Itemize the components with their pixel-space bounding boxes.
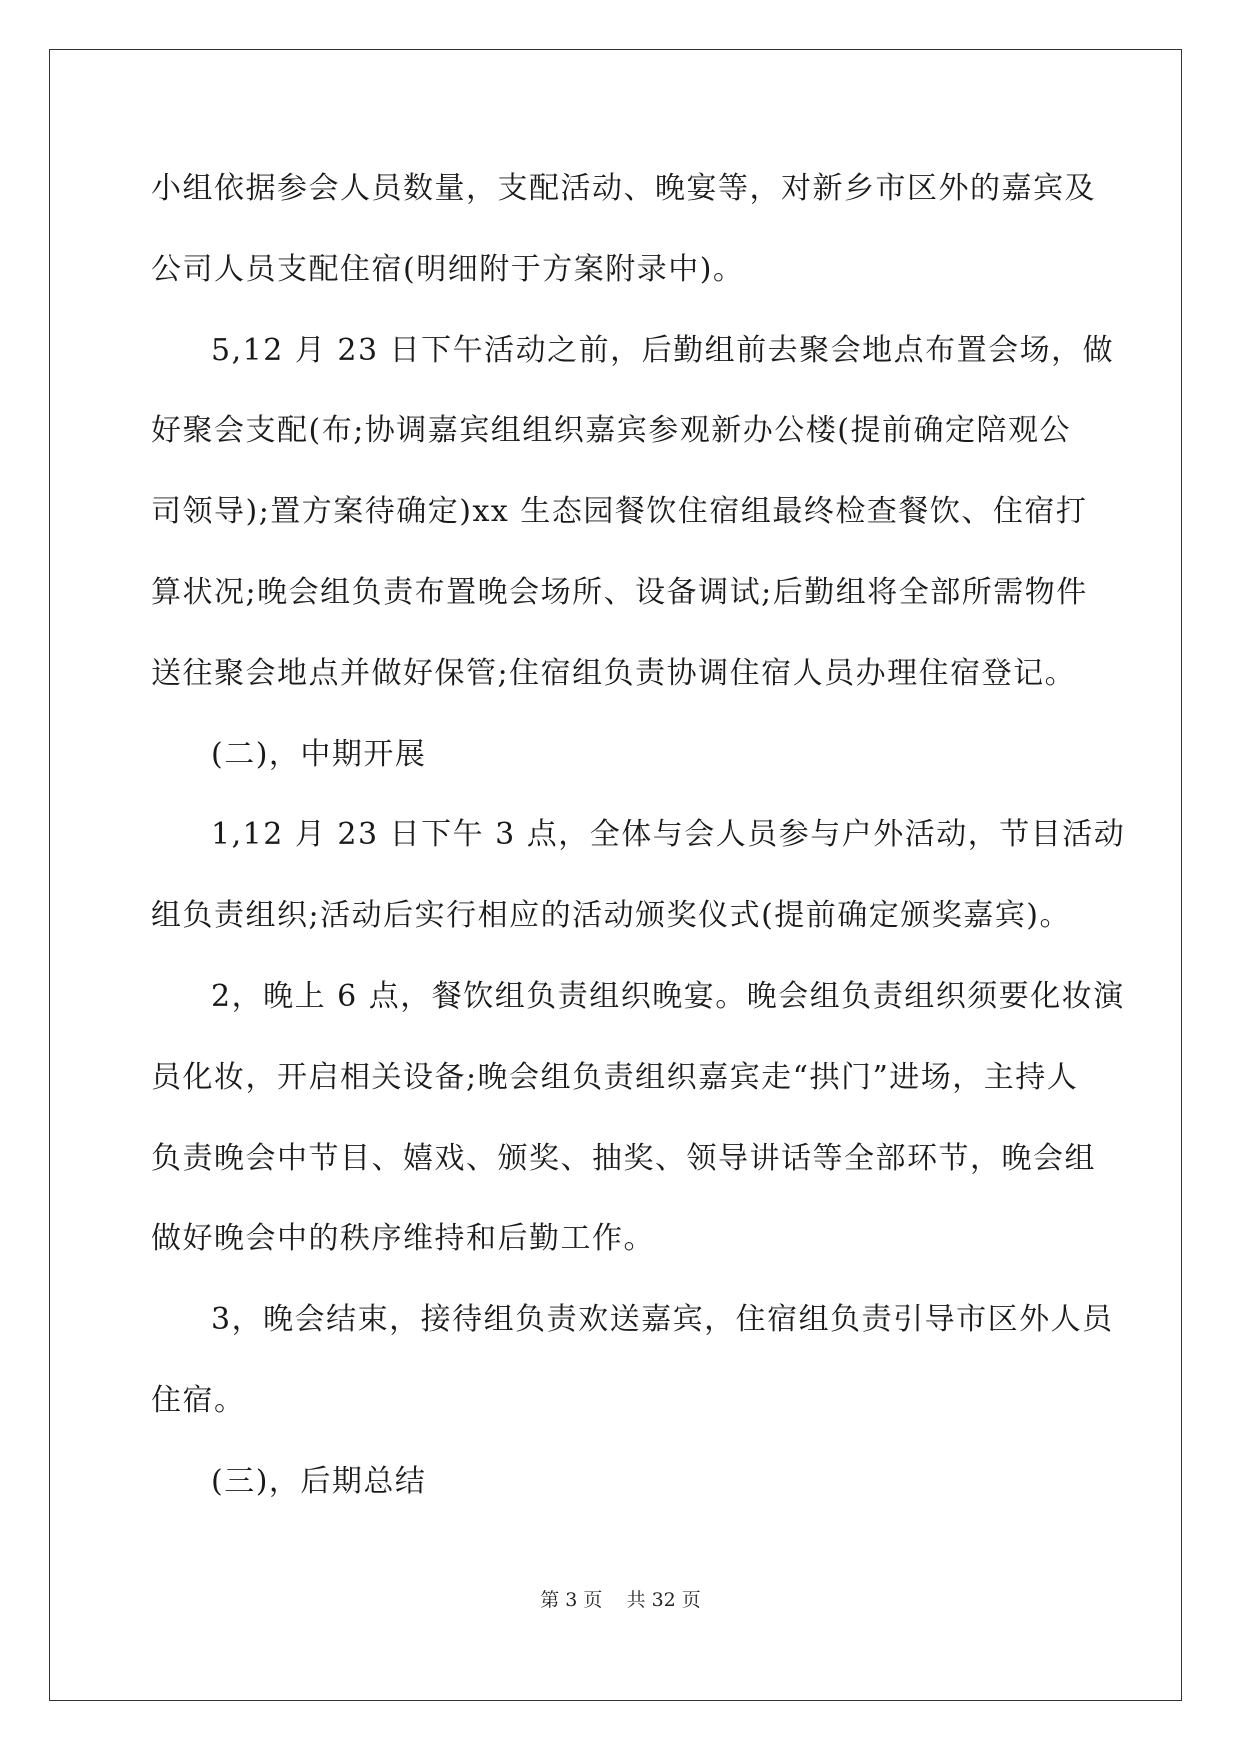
page-footer xyxy=(0,1585,1241,1612)
page-total: 共 32 页 xyxy=(626,1589,701,1611)
text-line: 员化妆，开启相关设备;晚会组负责组织嘉宾走“拱门”进场，主持人 xyxy=(151,1059,1079,1095)
page-number: 第 3 页 xyxy=(540,1589,603,1611)
text-line: 送往聚会地点并做好保管;住宿组负责协调住宿人员办理住宿登记。 xyxy=(151,655,1077,691)
text-line: 3，晚会结束，接待组负责欢送嘉宾，住宿组负责引导市区外人员 xyxy=(211,1302,1114,1338)
text-line: 司领导);置方案待确定)xx 生态园餐饮住宿组最终检查餐饮、住宿打 xyxy=(151,494,1088,530)
text-line: 公司人员支配住宿(明细附于方案附录中)。 xyxy=(151,251,745,287)
text-line: 1,12 月 23 日下午 3 点，全体与会人员参与户外活动，节目活动 xyxy=(211,817,1126,853)
text-line: 好聚会支配(布;协调嘉宾组组织嘉宾参观新办公楼(提前确定陪观公 xyxy=(151,413,1072,449)
text-line: 2，晚上 6 点，餐饮组负责组织晚宴。晚会组负责组织须要化妆演 xyxy=(211,978,1125,1014)
text-line: 小组依据参会人员数量，支配活动、晚宴等，对新乡市区外的嘉宾及 xyxy=(151,171,1096,206)
document-body xyxy=(151,160,1126,1534)
section-heading: (二)，中期开展 xyxy=(211,736,427,772)
text-line: 做好晚会中的秩序维持和后勤工作。 xyxy=(151,1221,655,1257)
text-line: 住宿。 xyxy=(151,1382,246,1418)
text-line: 5,12 月 23 日下午活动之前，后勤组前去聚会地点布置会场，做 xyxy=(211,332,1115,368)
text-line: 负责晚会中节目、嬉戏、颁奖、抽奖、领导讲话等全部环节，晚会组 xyxy=(151,1140,1096,1176)
text-line: 组负责组织;活动后实行相应的活动颁奖仪式(提前确定颁奖嘉宾)。 xyxy=(151,898,1072,934)
section-heading: (三)，后期总结 xyxy=(211,1463,427,1499)
text-line: 算状况;晚会组负责布置晚会场所、设备调试;后勤组将全部所需物件 xyxy=(151,574,1088,610)
